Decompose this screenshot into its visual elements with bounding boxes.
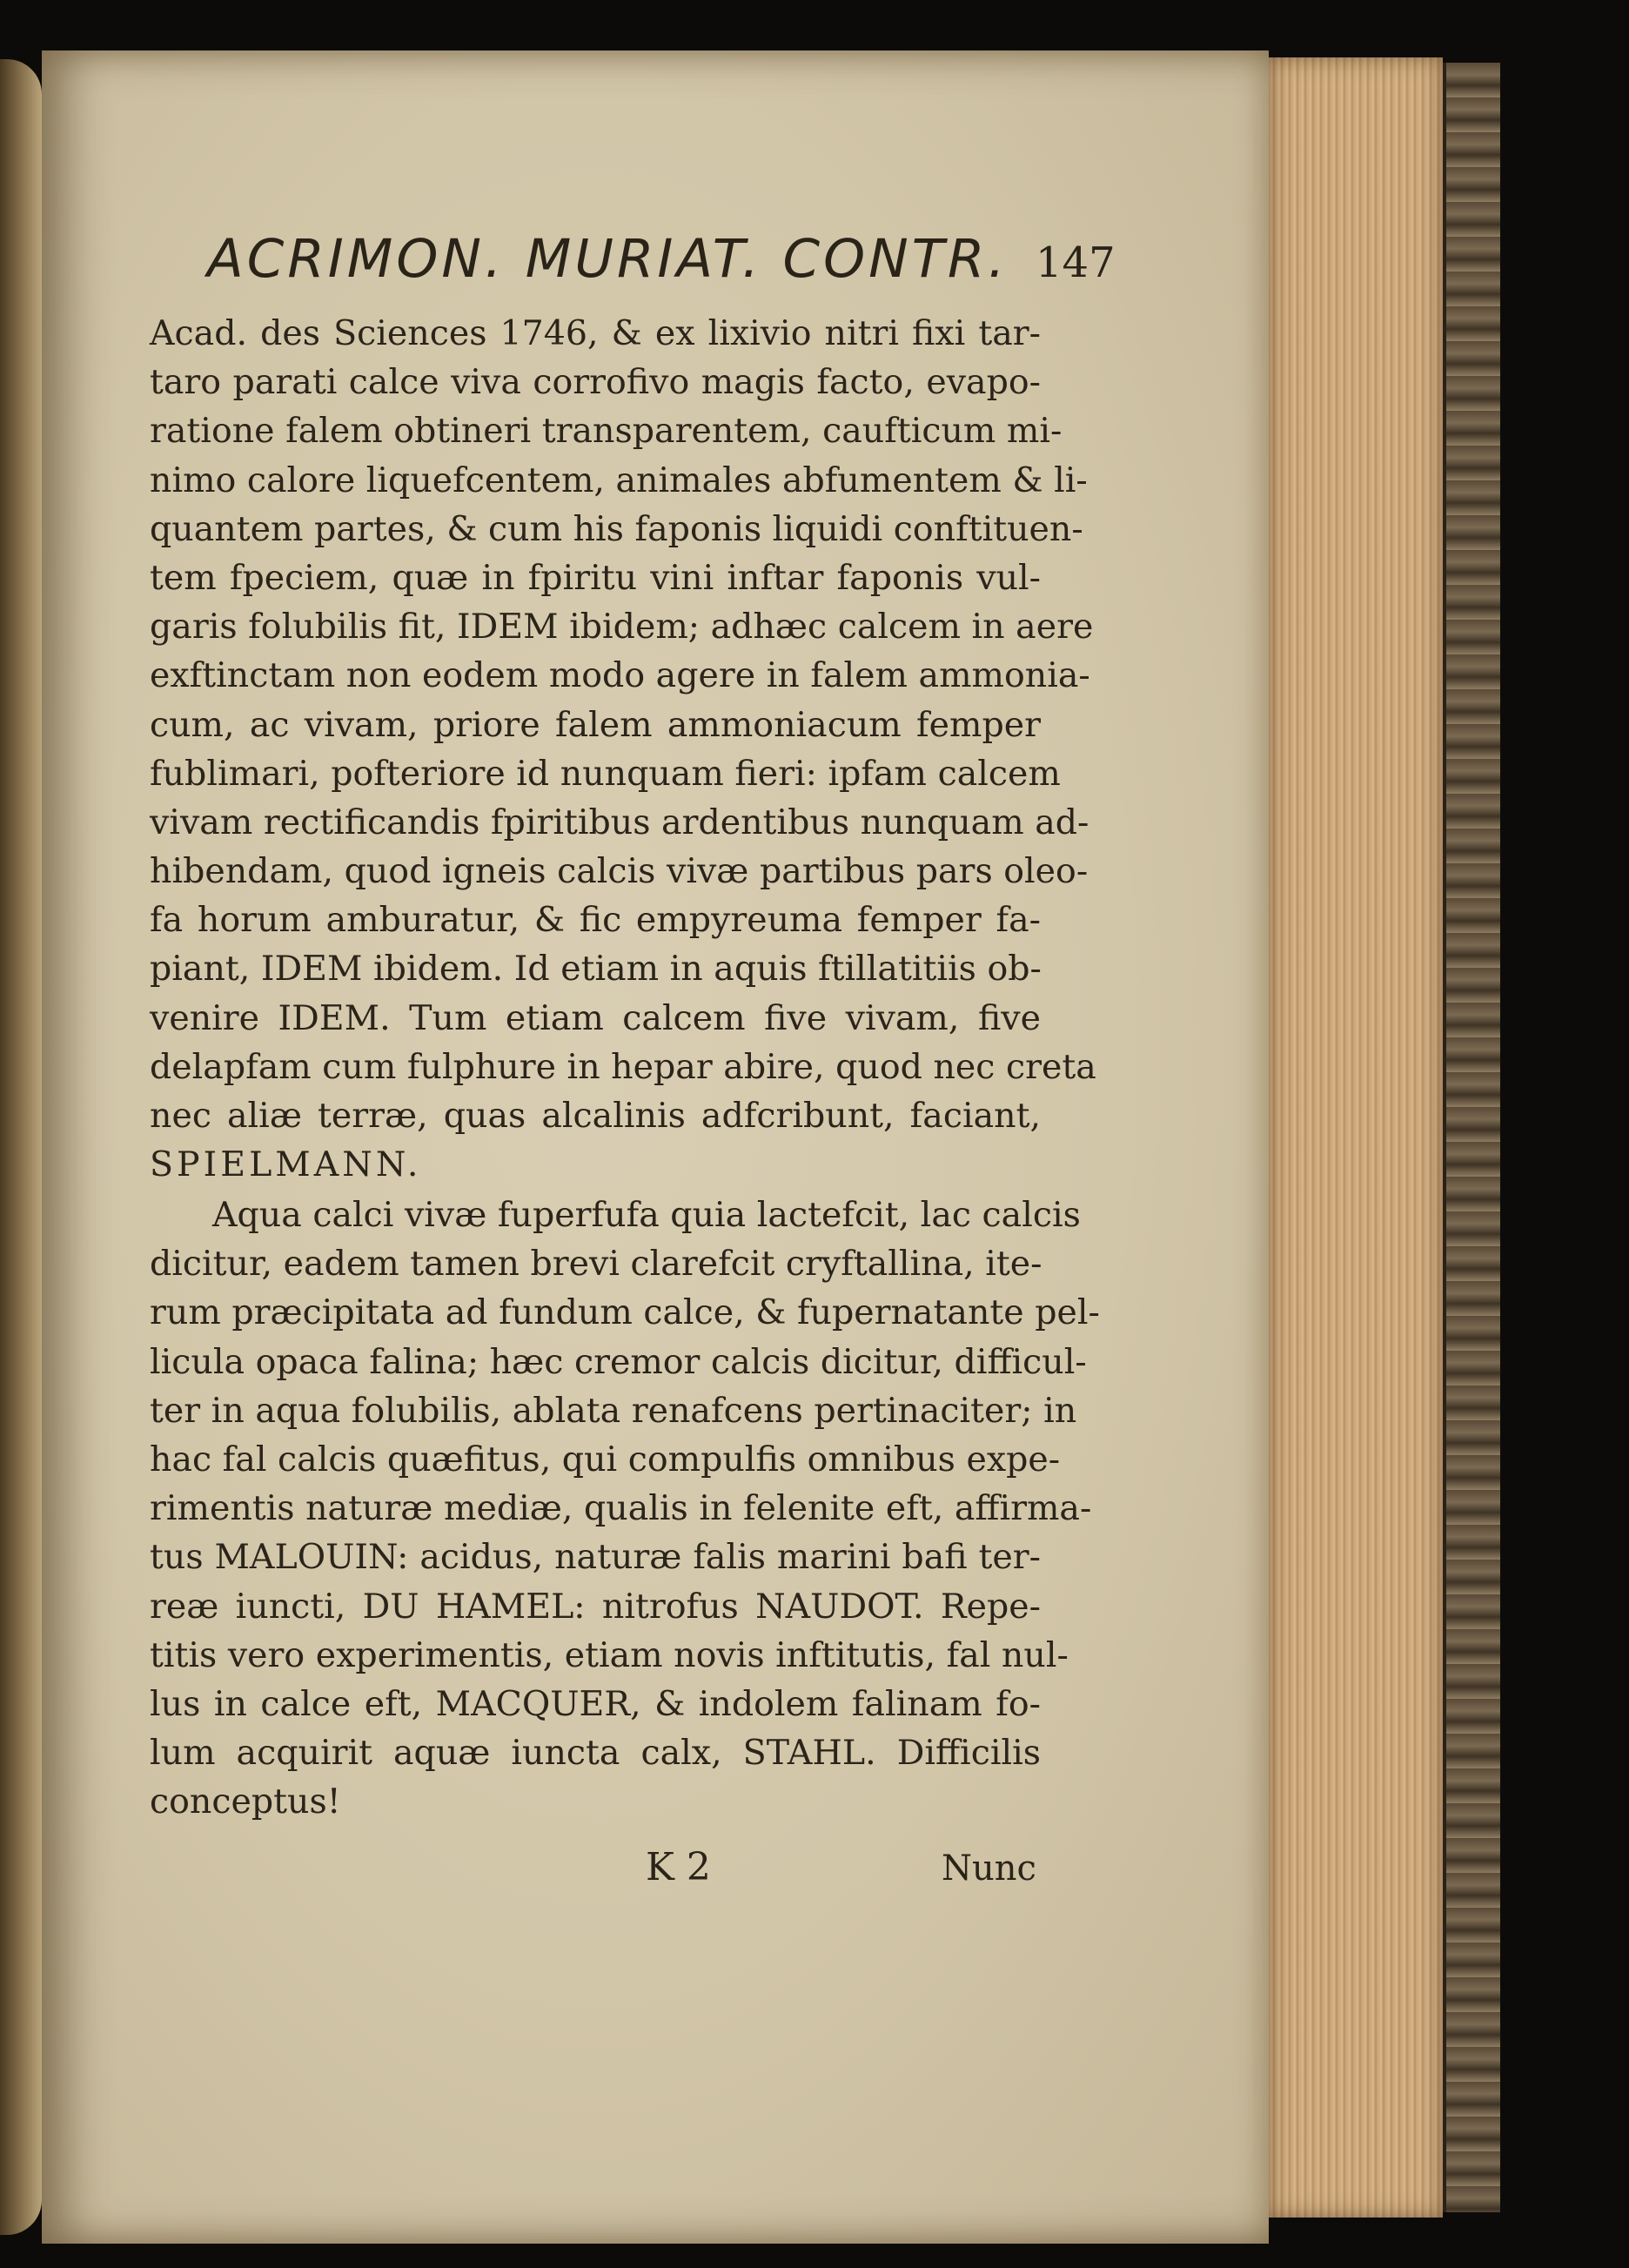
book-cover-edge [1443, 63, 1500, 2212]
text-line: fa horum amburatur, & fic empyreuma femper fa- [150, 900, 1041, 941]
facing-page-edge [0, 59, 42, 2235]
text-line: vivam rectificandis fpiritibus ardentibus nunquam ad- [150, 802, 1089, 842]
signature-mark: K 2 [646, 1845, 711, 1889]
page-number: 147 [1036, 238, 1116, 287]
text-line: quantem partes, & cum his faponis liquidi conftituen- [150, 508, 1083, 549]
text-line: Aqua calci vivæ fuperfufa quia lactefcit, lac calcis [212, 1195, 1081, 1235]
text-line: fublimari, pofteriore id nunquam fieri: ipfam calcem [150, 753, 1061, 794]
text-line: rimentis naturæ mediæ, qualis in felenite eft, affirma- [150, 1488, 1092, 1529]
text-line: licula opaca falina; hæc cremor calcis dicitur, difficul- [150, 1341, 1087, 1382]
catchword: Nunc [942, 1849, 1036, 1889]
text-line: nimo calore liquefcentem, animales abfumentem & li- [150, 460, 1088, 500]
text-line: SPIELMANN. [150, 1144, 422, 1185]
text-line: tem fpeciem, quæ in fpiritu vini inftar faponis vul- [150, 557, 1041, 598]
text-line: taro parati calce viva corrofivo magis facto, evapo- [150, 362, 1041, 403]
text-line: Acad. des Sciences 1746, & ex lixivio nitri fixi tar- [150, 313, 1041, 353]
page-fore-edge [1269, 57, 1443, 2218]
text-line: venire IDEM. Tum etiam calcem five vivam, five [150, 997, 1041, 1038]
text-line: rum præcipitata ad fundum calce, & fupernatante pel- [150, 1292, 1100, 1333]
text-line: titis vero experimentis, etiam novis inftitutis, fal nul- [150, 1634, 1069, 1675]
text-line: exftinctam non eodem modo agere in falem ammonia- [150, 655, 1090, 696]
text-line: hac fal calcis quæfitus, qui compulfis omnibus expe- [150, 1439, 1061, 1480]
paragraph-1 [150, 309, 1096, 1189]
text-line: dicitur, eadem tamen brevi clarefcit cryftallina, ite- [150, 1244, 1042, 1285]
text-line: ter in aqua folubilis, ablata renafcens pertinaciter; in [150, 1390, 1077, 1431]
text-line: conceptus! [150, 1782, 341, 1822]
text-line: hibendam, quod igneis calcis vivæ partibus pars oleo- [150, 851, 1089, 892]
text-line: cum, ac vivam, priore falem ammoniacum femper [150, 704, 1041, 745]
text-line: lus in calce eft, MACQUER, & indolem falinam fo- [150, 1683, 1041, 1724]
text-line: lum acquirit aquæ iuncta calx, STAHL. Difficilis [150, 1733, 1041, 1774]
running-head-title: ACRIMON. MURIAT. CONTR. [207, 228, 1009, 290]
running-head [165, 228, 1114, 298]
text-line: garis folubilis fit, IDEM ibidem; adhæc calcem in aere [150, 607, 1094, 648]
text-line: reæ iuncti, DU HAMEL: nitrofus NAUDOT. Repe- [150, 1586, 1041, 1627]
paragraph-2 [150, 1191, 1100, 1826]
text-line: tus MALOUIN: acidus, naturæ falis marini bafi ter- [150, 1537, 1041, 1578]
text-line: piant, IDEM ibidem. Id etiam in aquis ftillatitiis ob- [150, 949, 1042, 990]
text-line: nec aliæ terræ, quas alcalinis adfcribunt, faciant, [150, 1096, 1041, 1136]
text-line: ratione falem obtineri transparentem, caufticum mi- [150, 411, 1063, 452]
text-line: delapfam cum fulphure in hepar abire, quod nec creta [150, 1046, 1096, 1087]
